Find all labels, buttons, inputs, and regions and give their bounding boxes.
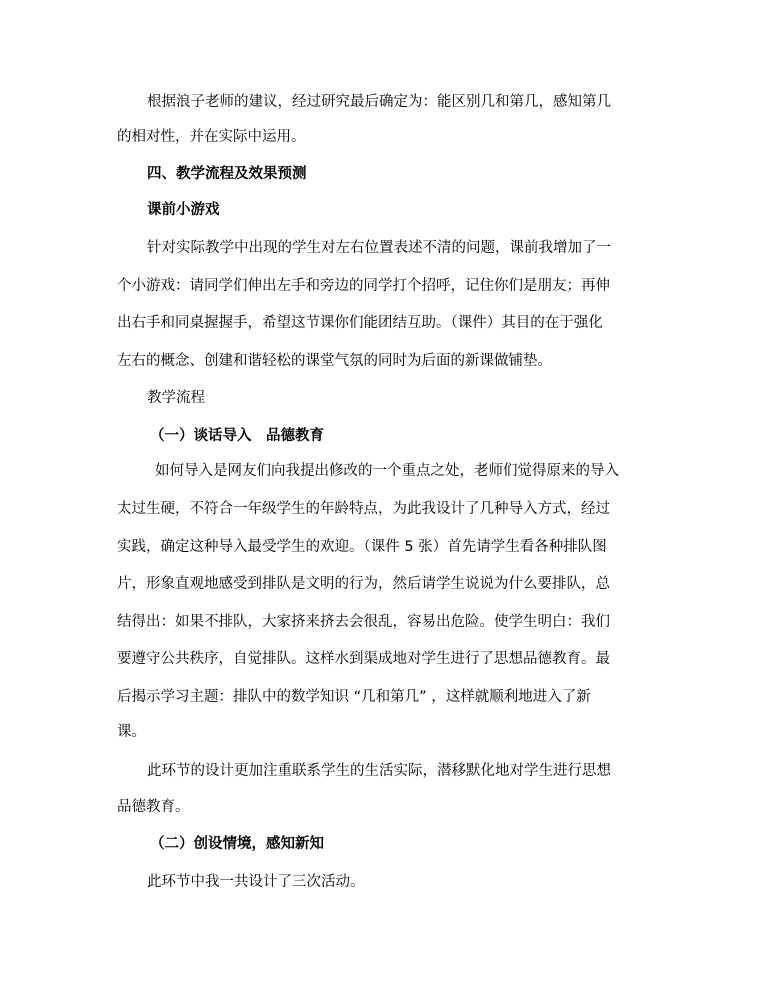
paragraph-line: 的相对性，并在实际中运用。 — [117, 129, 306, 145]
paragraph-line: 如何导入是网友们向我提出修改的一个重点之处，老师们觉得原来的导入 — [155, 463, 619, 479]
paragraph-line: 针对实际教学中出现的学生对左右位置表述不清的问题，课前我增加了一 — [147, 240, 611, 256]
subsection-heading: 课前小游戏 — [147, 202, 220, 218]
paragraph-line: 此环节的设计更加注重联系学生的生活实际，潜移默化地对学生进行思想 — [147, 763, 611, 779]
paragraph-line: 此环节中我一共设计了三次活动。 — [147, 874, 365, 890]
subsection-label: 教学流程 — [147, 390, 205, 406]
paragraph-line: 左右的概念、创建和谐轻松的课堂气氛的同时为后面的新课做铺垫。 — [117, 353, 552, 369]
paragraph-line: 结得出：如果不排队，大家挤来挤去会很乱，容易出危险。使学生明白：我们 — [117, 614, 610, 630]
paragraph-line: 要遵守公共秩序，自觉排队。这样水到渠成地对学生进行了思想品德教育。最 — [117, 651, 610, 667]
paragraph-line: 个小游戏：请同学们伸出左手和旁边的同学打个招呼，记住你们是朋友；再伸 — [117, 278, 610, 294]
paragraph-line: 出右手和同桌握握手，希望这节课你们能团结互助。（课件）其目的在于强化 — [117, 315, 603, 331]
paragraph-line: 片，形象直观地感受到排队是文明的行为，然后请学生说说为什么要排队，总 — [117, 576, 610, 592]
section-heading: 四、教学流程及效果预测 — [147, 166, 307, 182]
paragraph-line: 品德教育。 — [117, 799, 190, 815]
paragraph-line: 课。 — [117, 724, 146, 740]
paragraph-line: 后揭示学习主题：排队中的数学知识 “几和第几” ，这样就顺利地进入了新 — [117, 689, 591, 705]
subsection-heading: （一）谈话导入 品德教育 — [150, 428, 324, 444]
paragraph-line: 太过生硬，不符合一年级学生的年龄特点，为此我设计了几种导入方式，经过 — [117, 501, 610, 517]
subsection-heading: （二）创设情境，感知新知 — [150, 836, 324, 852]
paragraph-line: 实践，确定这种导入最受学生的欢迎。（课件 5 张）首先请学生看各种排队图 — [117, 539, 607, 555]
paragraph-line: 根据浪子老师的建议，经过研究最后确定为：能区别几和第几，感知第几 — [147, 94, 611, 110]
